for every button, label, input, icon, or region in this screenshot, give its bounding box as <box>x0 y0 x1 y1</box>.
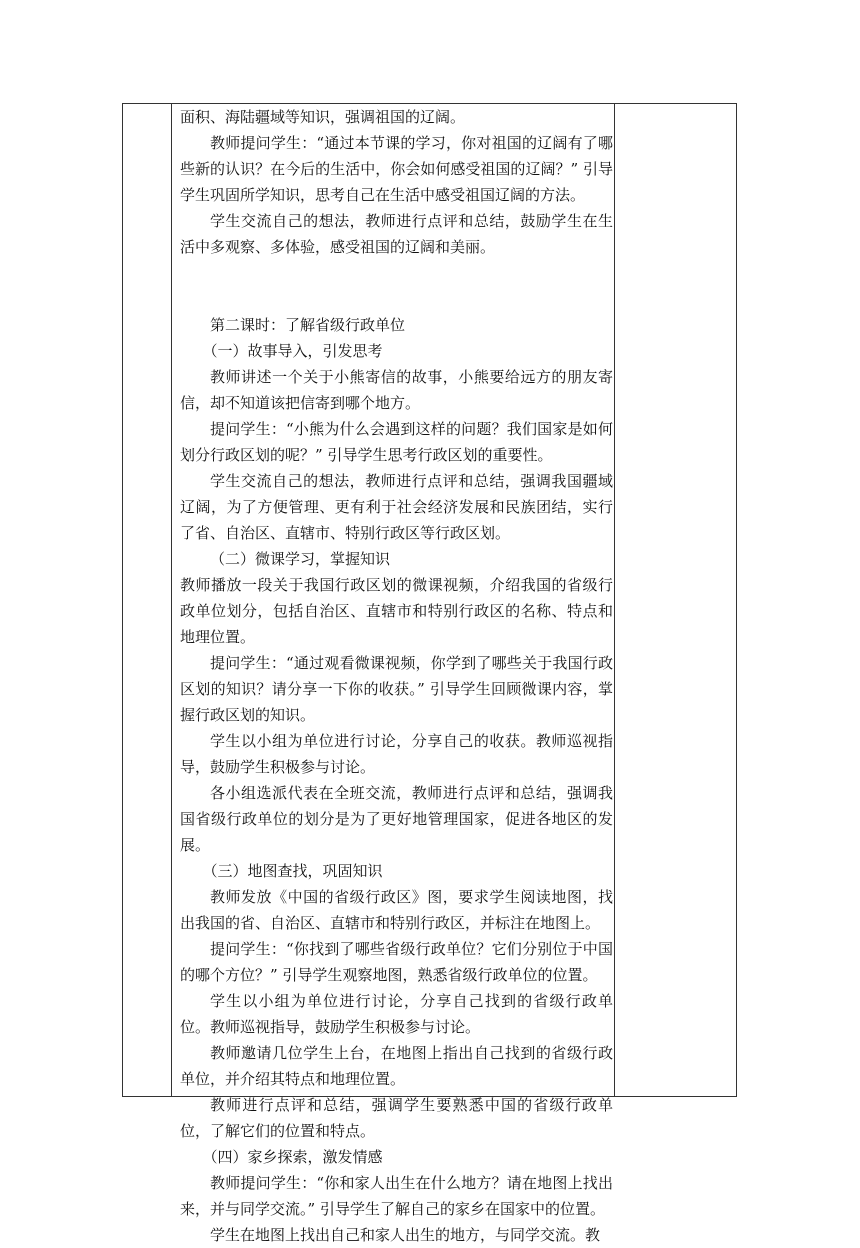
content-cell <box>180 104 613 1244</box>
subsection-heading: （二）微课学习，掌握知识 <box>210 550 391 568</box>
paragraph: 教师提问学生：“你和家人出生在什么地方？请在地图上找出来，并与同学交流。” 引导学生了解自己的家乡在国家中的位置。 <box>180 1174 613 1218</box>
section-heading: 第二课时：了解省级行政单位 <box>210 316 406 334</box>
column-divider-left <box>171 104 172 1096</box>
paragraph: 面积、海陆疆域等知识，强调祖国的辽阔。 <box>180 108 466 126</box>
paragraph: 提问学生：“你找到了哪些省级行政单位？它们分别位于中国的哪个方位？” 引导学生观察地图，熟悉省级行政单位的位置。 <box>180 940 613 984</box>
paragraph: 各小组选派代表在全班交流，教师进行点评和总结，强调我国省级行政单位的划分是为了更好地管理国家，促进各地区的发展。 <box>180 784 613 854</box>
paragraph: 学生以小组为单位进行讨论，分享自己找到的省级行政单位。教师巡视指导，鼓励学生积极参与讨论。 <box>180 992 613 1036</box>
paragraph: 教师播放一段关于我国行政区划的微课视频，介绍我国的省级行政单位划分，包括自治区、直辖市和特别行政区的名称、特点和地理位置。 <box>180 576 613 646</box>
lesson-plan-table <box>122 103 737 1244</box>
paragraph: 提问学生：“小熊为什么会遇到这样的问题？我们国家是如何划分行政区划的呢？” 引导学生思考行政区划的重要性。 <box>180 420 613 464</box>
subsection-heading: （一）故事导入，引发思考 <box>202 342 383 360</box>
paragraph: 教师发放《中国的省级行政区》图，要求学生阅读地图，找出我国的省、自治区、直辖市和特别行政区，并标注在地图上。 <box>180 888 613 932</box>
paragraph: 教师提问学生：“通过本节课的学习，你对祖国的辽阔有了哪些新的认识？在今后的生活中，你会如何感受祖国的辽阔？” 引导学生巩固所学知识，思考自己在生活中感受祖国辽阔的方法。 <box>180 134 613 204</box>
paragraph: 教师讲述一个关于小熊寄信的故事，小熊要给远方的朋友寄信，却不知道该把信寄到哪个地方。 <box>180 368 613 412</box>
subsection-heading: （三）地图查找，巩固知识 <box>202 862 383 880</box>
paragraph: 学生在地图上找出自己和家人出生的地方，与同学交流。教 <box>210 1226 601 1244</box>
blank-gap <box>180 260 613 312</box>
paragraph: 提问学生：“通过观看微课视频，你学到了哪些关于我国行政区划的知识？请分享一下你的收获。” 引导学生回顾微课内容，掌握行政区划的知识。 <box>180 654 613 724</box>
subsection-heading: （四）家乡探索，激发情感 <box>202 1148 383 1166</box>
paragraph: 学生以小组为单位进行讨论，分享自己的收获。教师巡视指导，鼓励学生积极参与讨论。 <box>180 732 613 776</box>
paragraph: 学生交流自己的想法，教师进行点评和总结，强调我国疆域辽阔，为了方便管理、更有利于社会经济发展和民族团结，实行了省、自治区、直辖市、特别行政区等行政区划。 <box>180 472 613 542</box>
paragraph: 教师进行点评和总结，强调学生要熟悉中国的省级行政单位，了解它们的位置和特点。 <box>180 1096 613 1140</box>
paragraph: 学生交流自己的想法，教师进行点评和总结，鼓励学生在生活中多观察、多体验，感受祖国的辽阔和美丽。 <box>180 212 613 256</box>
column-divider-right <box>614 104 615 1096</box>
paragraph: 教师邀请几位学生上台，在地图上指出自己找到的省级行政单位，并介绍其特点和地理位置。 <box>180 1044 613 1088</box>
